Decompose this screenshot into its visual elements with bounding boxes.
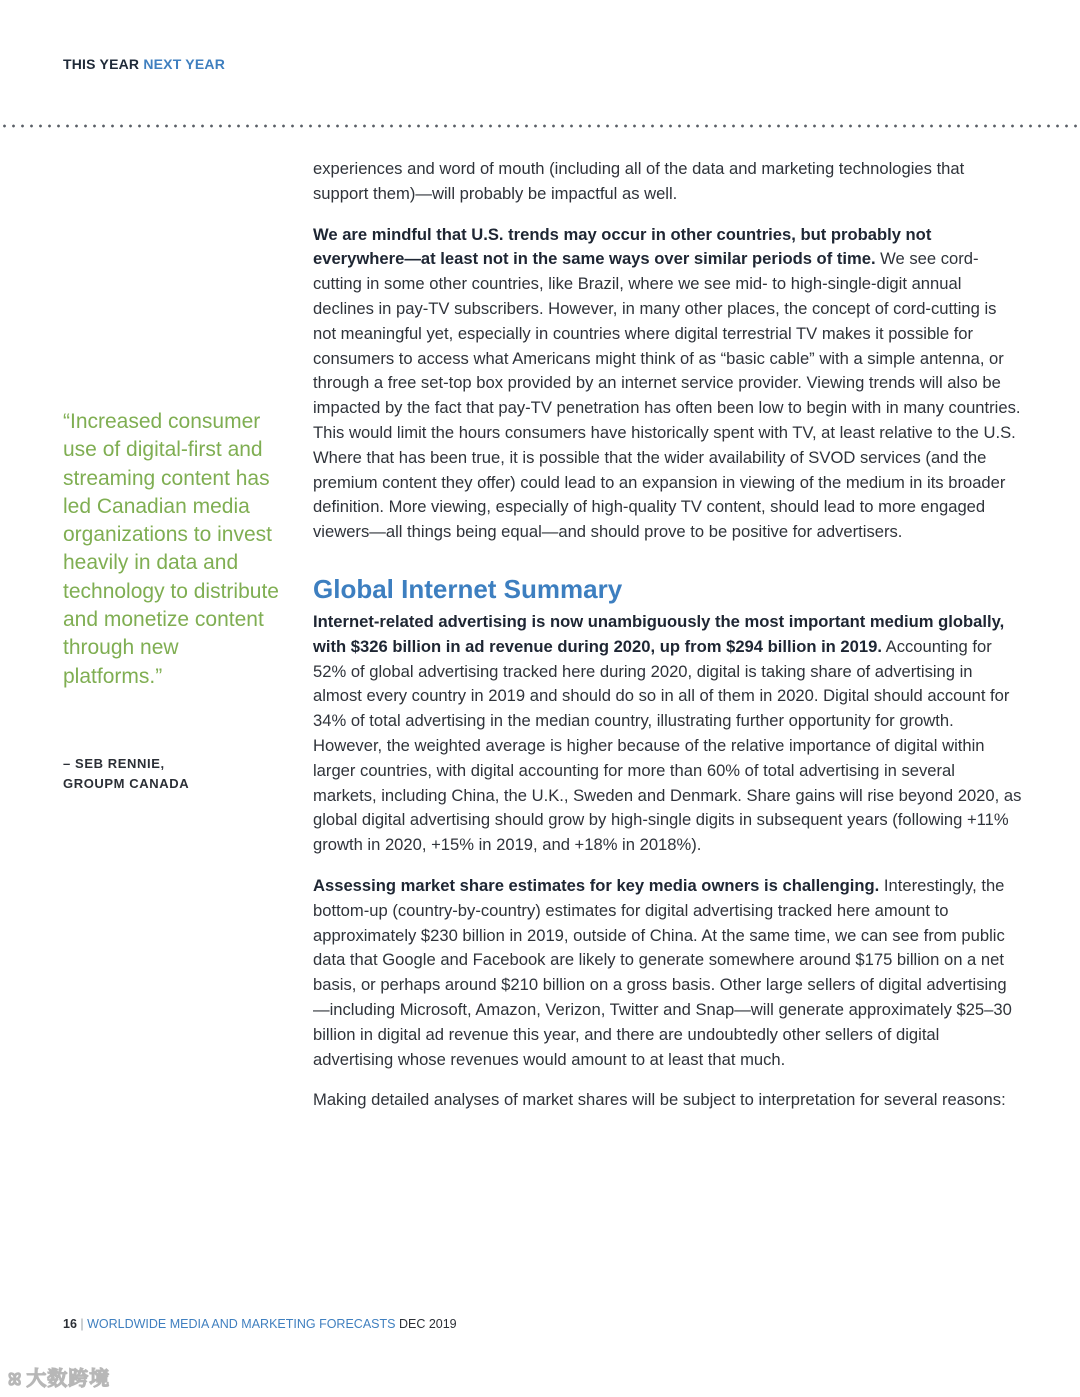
footer-date: DEC 2019 [395,1317,457,1331]
paragraph-1: experiences and word of mouth (including all of the data and marketing technologies that support them)—will probably be impactful as well. [313,159,965,203]
footer-separator: | [76,1317,88,1331]
section-heading: Global Internet Summary [313,573,623,604]
watermark [8,1362,110,1391]
attribution-company: GROUPM CANADA [63,776,190,791]
running-header [63,56,225,72]
footer-title: WORLDWIDE MEDIA AND MARKETING FORECASTS [87,1317,396,1331]
paragraph-4-lead: Assessing market share estimates for key media owners is challenging. [313,875,880,895]
paragraph-4-body: Interestingly, the bottom-up (country-by-country) estimates for digital advertising tracked here amount to approximately $230 billion in 2019, outside of China. At the same time, we can see from public data that Google and Facebook are likely to generate somewhere around $175 billion on a net basis, or perhaps around $210 billion on a gross basis. Other large sellers of digital advertising—including Microsoft, Amazon, Verizon, Twitter and Snap—will generate approximately $25–30 billion in digital ad revenue this year, and there are undoubtedly other sellers of digital advertising whose revenues would amount to at least that much. [313,875,1012,1069]
dotted-divider [0,124,1080,128]
paragraph-2-body: We see cord-cutting in some other countries, like Brazil, where we see mid- to high-single-digit annual declines in pay-TV subscribers. However, in many other places, the concept of cord-cutting is not meaningful yet, especially in countries where digital terrestrial TV makes it possible for consumers to access what Americans might think of as “basic cable” with a simple antenna, or through a free set-top box provided by an internet service provider. Viewing trends will also be impacted by the fact that pay-TV penetration has often been low to begin with in many countries. This would limit the hours consumers have historically spent with TV, at least relative to the U.S. Where that has been true, it is possible that the wider availability of SVOD services (and the premium content they offer) could lead to an expansion in viewing of the medium in its broader definition. More viewing, especially of high-quality TV content, should lead to more engaged viewers—all things being equal—and should prove to be positive for advertisers. [313,249,1021,542]
watermark-logo-icon: ꕤ [8,1372,23,1389]
quote-attribution [63,754,283,794]
main-column [313,157,1023,1113]
paragraph-5: Making detailed analyses of market shares will be subject to interpretation for several reasons: [313,1090,1006,1110]
header-next-year: NEXT YEAR [143,56,225,72]
paragraph-3-lead: Internet-related advertising is now unambiguously the most important medium globally, with $326 billion in ad revenue during 2020, up from $294 billion in 2019. [313,611,1005,656]
watermark-text: 大数跨境 [26,1368,111,1390]
header-this-year: THIS YEAR [63,56,140,72]
attribution-name: – SEB RENNIE, [63,756,165,771]
paragraph-2 [313,223,1023,545]
page-number: 16 [63,1317,77,1331]
paragraph-3 [313,610,1023,858]
paragraph-4 [313,874,1023,1072]
pull-quote: “Increased consumer use of digital-first and streaming content has led Canadian media organizations to invest heavily in data and technology to distribute and monetize content through new platforms.” [63,410,279,688]
paragraph-2-lead: We are mindful that U.S. trends may occur in other countries, but probably not everywhere—at least not in the same ways over similar periods of time. [313,224,932,269]
page-footer [63,1317,457,1331]
paragraph-3-body: Accounting for 52% of global advertising tracked here during 2020, digital is taking share of advertising in almost every country in 2019 and should do so in all of them in 2020. Digital should account for 34% of total advertising in the median country, illustrating further opportunity for growth. However, the weighted average is higher because of the relative importance of digital within larger countries, with digital accounting for more than 60% of total advertising in several markets, including China, the U.K., Sweden and Denmark. Share gains will rise beyond 2020, as global digital advertising should grow by high-single digits in subsequent years (following +11% growth in 2020, +15% in 2019, and +18% in 2018%). [313,636,1022,855]
